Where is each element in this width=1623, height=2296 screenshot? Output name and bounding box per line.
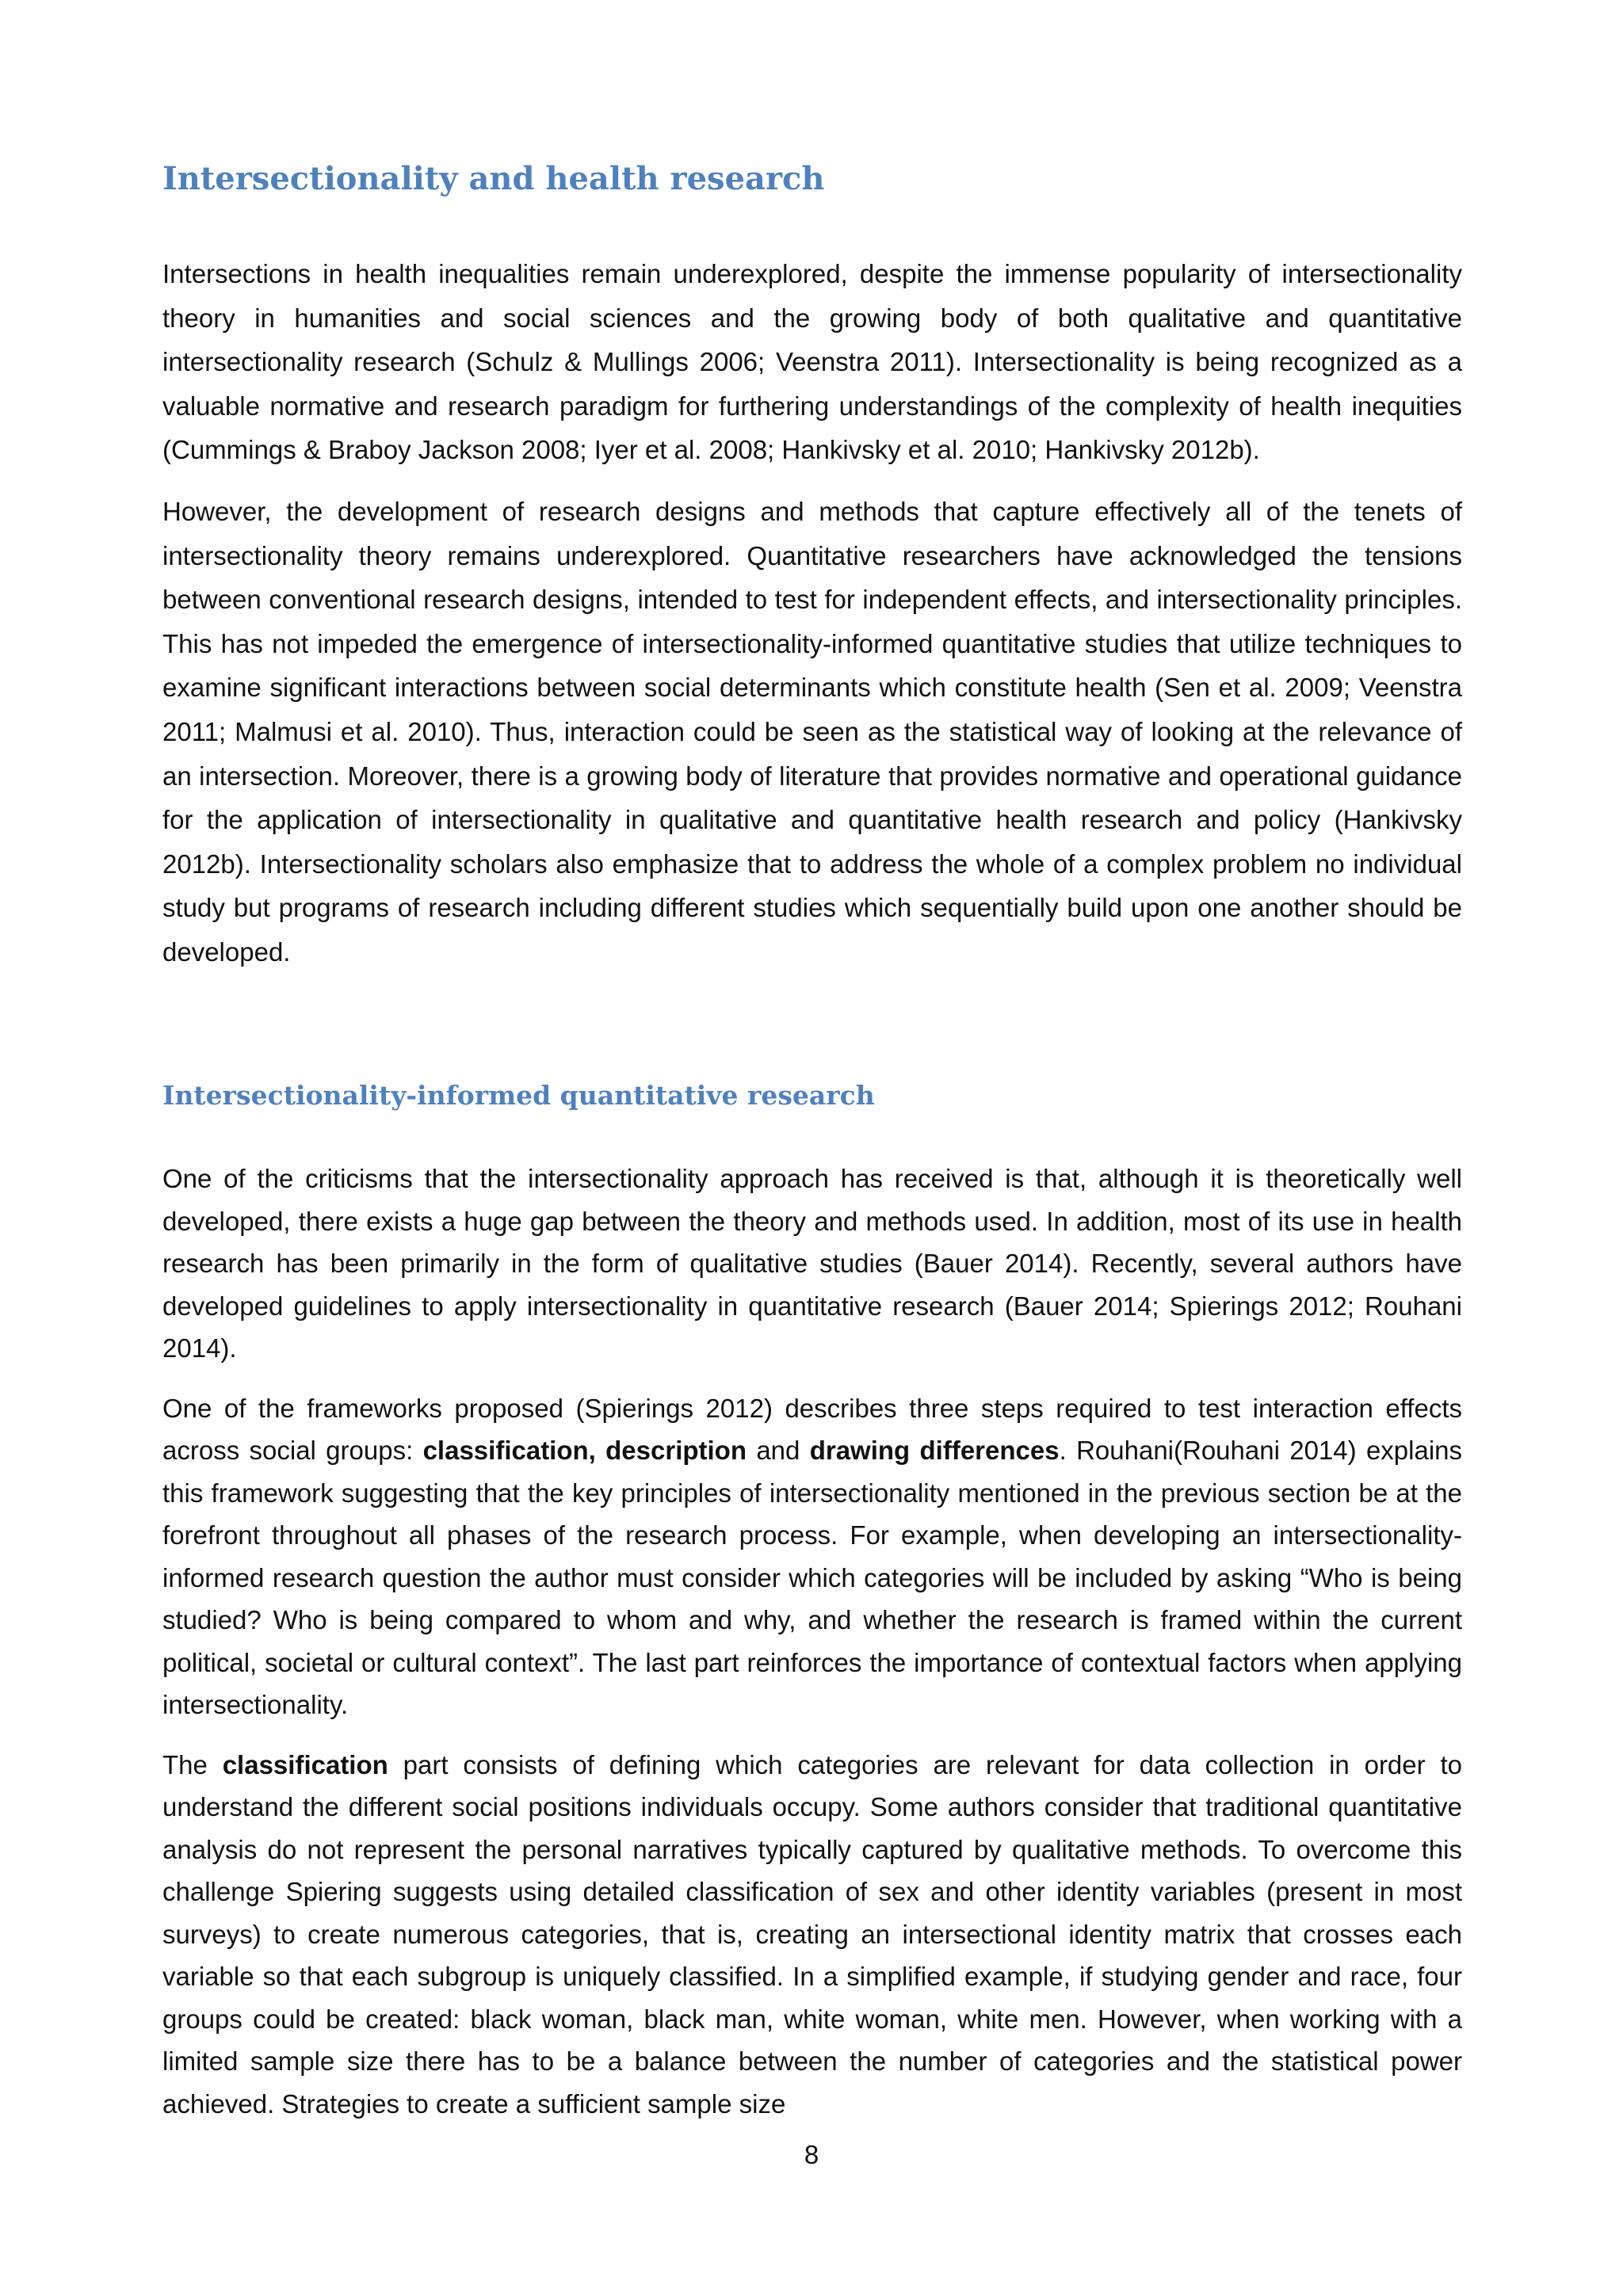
page-number: 8 [804, 2140, 819, 2169]
section-body [162, 252, 1462, 974]
paragraph-methods: However, the development of research designs and methods that capture effectively all of the tenets of intersectionality theory remains underexplored. Quantitative researchers have acknowledged the tensions between conventional research designs, intended to test for independent effects, and intersectionality principles. This has not impeded the emergence of intersectionality-informed quantitative studies that utilize techniques to examine significant interactions between social determinants which constitute health (Sen et al. 2009; Veenstra 2011; Malmusi et al. 2010). Thus, interaction could be seen as the statistical way of looking at the relevance of an intersection. Moreover, there is a growing body of literature that provides normative and operational guidance for the application of intersectionality in qualitative and quantitative health research and policy (Hankivsky 2012b). Intersectionality scholars also emphasize that to address the whole of a complex problem no individual study but programs of research including different studies which sequentially build upon one another should be developed. [162, 496, 1462, 967]
subsection-body [162, 1158, 1462, 2125]
text-run: part consists of defining which categories are relevant for data collection in order to understand the different social positions individuals occupy. Some authors consider that traditional quantitative analysis do not represent the personal narratives typically captured by qualitative methods. To overcome this challenge Spiering suggests using detailed classification of sex and other identity variables (present in most surveys) to create numerous categories, that is, creating an intersectional identity matrix that crosses each variable so that each subgroup is uniquely classified. In a simplified example, if studying gender and race, four groups could be created: black woman, black man, white woman, white men. However, when working with a limited sample size there has to be a balance between the number of categories and the statistical power achieved. Strategies to create a sufficient sample size [162, 1749, 1462, 2119]
paragraph-intro: Intersections in health inequalities remain underexplored, despite the immense popularity of intersectionality theory in humanities and social sciences and the growing body of both qualitative and quantitative intersectionality research (Schulz & Mullings 2006; Veenstra 2011). Intersectionality is being recognized as a valuable normative and research paradigm for furthering understandings of the complexity of health inequities (Cummings & Braboy Jackson 2008; Iyer et al. 2008; Hankivsky et al. 2010; Hankivsky 2012b). [162, 259, 1462, 465]
section-heading: Intersectionality and health research [162, 160, 825, 197]
bold-term: classification [222, 1749, 388, 1779]
paragraph-classification [162, 1744, 1462, 2126]
text-run: The [162, 1749, 223, 1779]
text-run: . Rouhani(Rouhani 2014) explains this framework suggesting that the key principles of intersectionality mentioned in the previous section be at the forefront throughout all phases of the research process. For example, when developing an intersectionality-informed research question the author must consider which categories will be included by asking “Who is being studied? Who is being compared to whom and why, and whether the research is framed within the current political, societal or cultural context”. The last part reinforces the importance of contextual factors when applying intersectionality. [162, 1436, 1463, 1719]
bold-term: classification, description [422, 1436, 747, 1465]
text-run: and [747, 1436, 810, 1465]
text-run: One of the frameworks proposed (Spierings 2012) describes three steps required to test interaction effects across social groups: [162, 1393, 1462, 1465]
subsection-heading: Intersectionality-informed quantitative research [162, 1080, 875, 1111]
paragraph-frameworks [162, 1387, 1462, 1726]
bold-term: drawing differences [809, 1436, 1060, 1465]
paragraph-criticisms: One of the criticisms that the intersectionality approach has received is that, although it is theoretically well developed, there exists a huge gap between the theory and methods used. In addition, most of its use in health research has been primarily in the form of qualitative studies (Bauer 2014). Recently, several authors have developed guidelines to apply intersectionality in quantitative research (Bauer 2014; Spierings 2012; Rouhani 2014). [162, 1164, 1462, 1363]
